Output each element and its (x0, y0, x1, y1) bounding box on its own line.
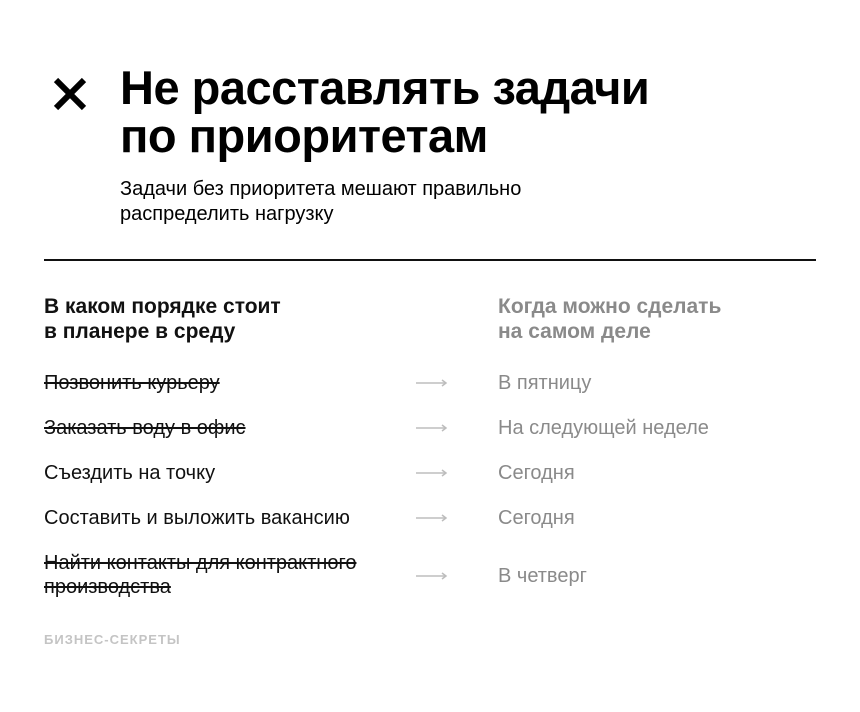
task-label: Позвонить курьеру (44, 372, 220, 394)
task-label: Составить и выложить вакансию (44, 507, 350, 529)
task-label: Съездить на точку (44, 462, 216, 484)
arrow-right-icon (416, 572, 448, 580)
brand-logo: БИЗНЕС-СЕКРЕТЫ (44, 632, 181, 647)
task-label: Найти контакты для контрактного производства (44, 552, 357, 598)
arrow-right-icon (416, 514, 448, 522)
task-when: В пятницу (498, 372, 592, 394)
task-when: Сегодня (498, 462, 575, 484)
planned-order-header: В каком порядке стоит в планере в среду (44, 295, 281, 343)
arrow-right-icon (416, 424, 448, 432)
arrow-right-icon (416, 379, 448, 387)
divider (44, 259, 816, 261)
cross-icon (50, 74, 90, 114)
task-when: В четверг (498, 565, 587, 587)
actual-timing-header: Когда можно сделать на самом деле (498, 295, 722, 343)
task-when: На следующей неделе (498, 417, 709, 439)
page-title: Не расставлять задачи по приоритетам (120, 61, 650, 162)
task-when: Сегодня (498, 507, 575, 529)
task-label: Заказать воду в офис (44, 417, 246, 439)
page-subtitle: Задачи без приоритета мешают правильно распределить нагрузку (120, 178, 522, 225)
arrow-right-icon (416, 469, 448, 477)
